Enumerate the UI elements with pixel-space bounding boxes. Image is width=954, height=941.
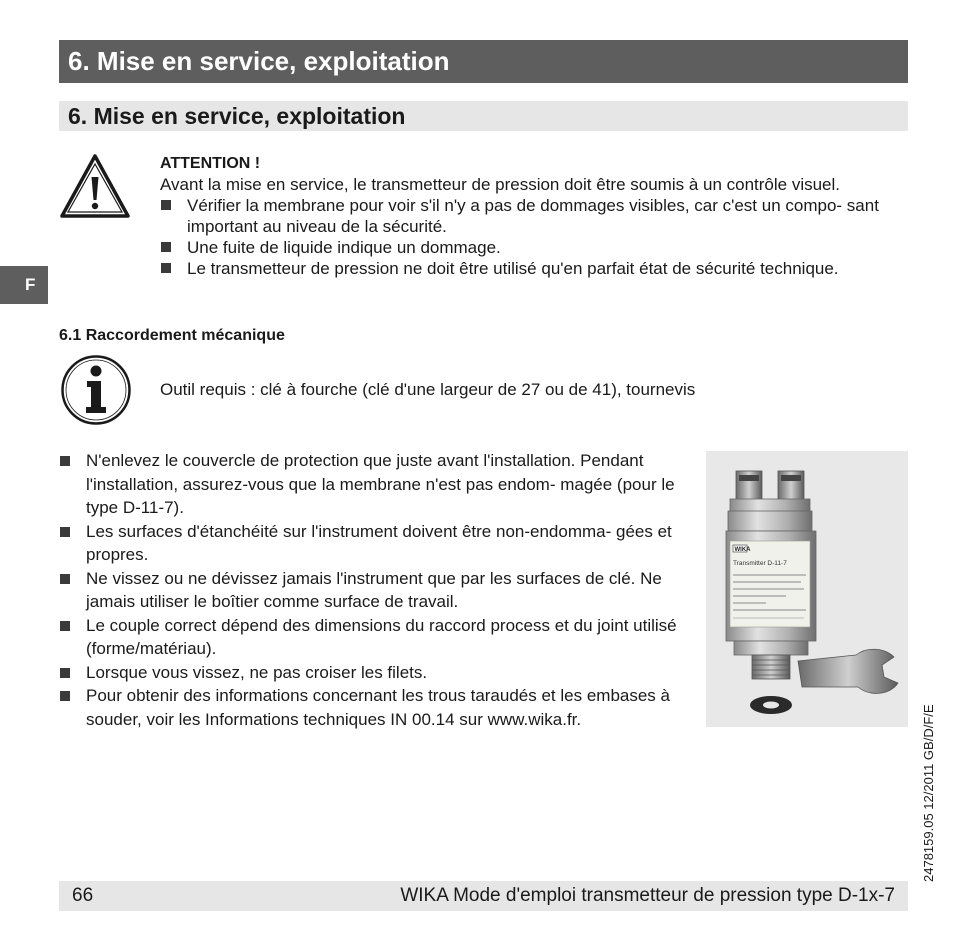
attention-list bbox=[160, 195, 895, 279]
attention-block bbox=[160, 153, 910, 279]
document-code: 2478159.05 12/2011 GB/D/F/E bbox=[921, 704, 936, 882]
attention-title: ATTENTION ! bbox=[160, 155, 261, 172]
product-photo bbox=[706, 451, 908, 727]
label-title: Transmitter D-11-7 bbox=[733, 560, 787, 567]
info-icon bbox=[60, 354, 132, 426]
list-item: Lorsque vous vissez, ne pas croiser les filets. bbox=[59, 661, 689, 685]
page-number: 66 bbox=[72, 885, 94, 906]
list-item: Ne vissez ou ne dévissez jamais l'instrument que par les surfaces de clé. Ne jamais utiliser le boîtier comme surface de travail. bbox=[59, 567, 689, 614]
list-item: Le transmetteur de pression ne doit être utilisé qu'en parfait état de sécurité technique. bbox=[160, 258, 895, 279]
pressure-transmitter-illustration bbox=[706, 451, 908, 727]
warning-triangle-icon bbox=[59, 153, 131, 219]
subsection-title: 6.1 Raccordement mécanique bbox=[59, 327, 285, 344]
list-item: Vérifier la membrane pour voir s'il n'y a pas de dommages visibles, car c'est un compo- sant important au niveau de la sécurité. bbox=[160, 195, 895, 237]
list-item: Le couple correct dépend des dimensions du raccord process et du joint utilisé (forme/matériau). bbox=[59, 614, 689, 661]
footer-bar bbox=[59, 881, 908, 911]
info-text: Outil requis : clé à fourche (clé d'une largeur de 27 ou de 41), tournevis bbox=[160, 380, 696, 399]
language-tab: F bbox=[0, 266, 48, 304]
label-brand: WIKA bbox=[734, 547, 751, 553]
list-item: Une fuite de liquide indique un dommage. bbox=[160, 237, 895, 258]
attention-intro: Avant la mise en service, le transmetteur de pression doit être soumis à un contrôle visuel. bbox=[160, 175, 841, 194]
section-header: 6. Mise en service, exploitation bbox=[59, 40, 908, 83]
section-subheader: 6. Mise en service, exploitation bbox=[59, 101, 908, 131]
mounting-list bbox=[59, 449, 689, 731]
document-title: WIKA Mode d'emploi transmetteur de pression type D-1x-7 bbox=[400, 885, 895, 906]
list-item: Pour obtenir des informations concernant les trous taraudés et les embases à souder, voir les Informations techniques IN 00.14 sur www.wika.fr. bbox=[59, 684, 689, 731]
list-item: Les surfaces d'étanchéité sur l'instrument doivent être non-endomma- gées et propres. bbox=[59, 520, 689, 567]
list-item: N'enlevez le couvercle de protection que juste avant l'installation. Pendant l'installation, assurez-vous que la membrane n'est pas endom- magée (pour le type D-11-7). bbox=[59, 449, 689, 520]
